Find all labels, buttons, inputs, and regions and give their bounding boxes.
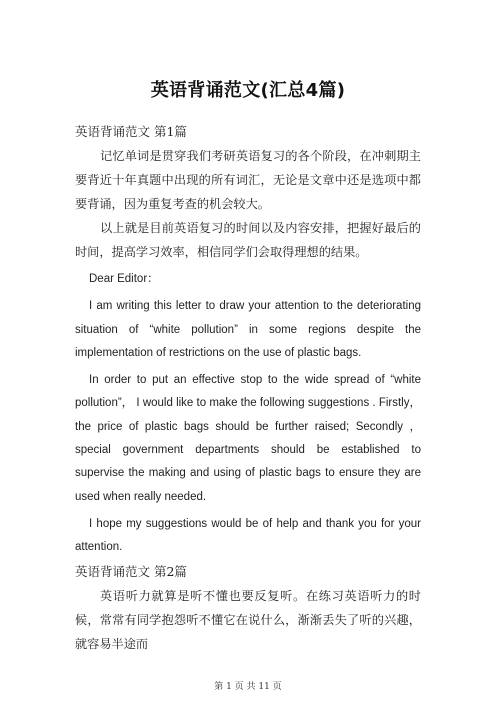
paragraph: In order to put an effective stop to the wide spread of “white pollution”， I would like to make the following suggestions . Firstly， the price of plastic bags should be further raised; Secondly ， special government departments should be established to supervise the making and using of plastic bags to ensure they are used when really needed. (75, 374, 421, 503)
document-title: 英语背诵范文(汇总4篇) (150, 80, 346, 101)
page-footer: 第 1 页 共 11 页 (214, 682, 282, 692)
document-body (75, 120, 421, 656)
paragraph: I am writing this letter to draw your attention to the deteriorating situation of “white pollution” in some regions despite the implementation of restrictions on the use of plastic bags. (75, 300, 421, 359)
section-heading-2: 英语背诵范文 第2篇 (75, 563, 187, 579)
paragraph: 记忆单词是贯穿我们考研英语复习的各个阶段，在冲刺期主要背近十年真题中出现的所有词汇，无论是文章中还是选项中都要背诵，因为重复考查的机会较大。 (75, 149, 421, 211)
paragraph: 以上就是目前英语复习的时间以及内容安排，把握好最后的时间，提高学习效率，相信同学们会取得理想的结果。 (75, 221, 421, 259)
paragraph: I hope my suggestions would be of help and thank you for your attention. (75, 517, 421, 554)
letter-salutation: Dear Editor： (89, 273, 159, 285)
paragraph: 英语听力就算是听不懂也要反复听。在练习英语听力的时候，常常有同学抱怨听不懂它在说什么，渐渐丢失了听的兴趣，就容易半途而 (75, 588, 421, 651)
section-heading-1: 英语背诵范文 第1篇 (75, 124, 187, 139)
